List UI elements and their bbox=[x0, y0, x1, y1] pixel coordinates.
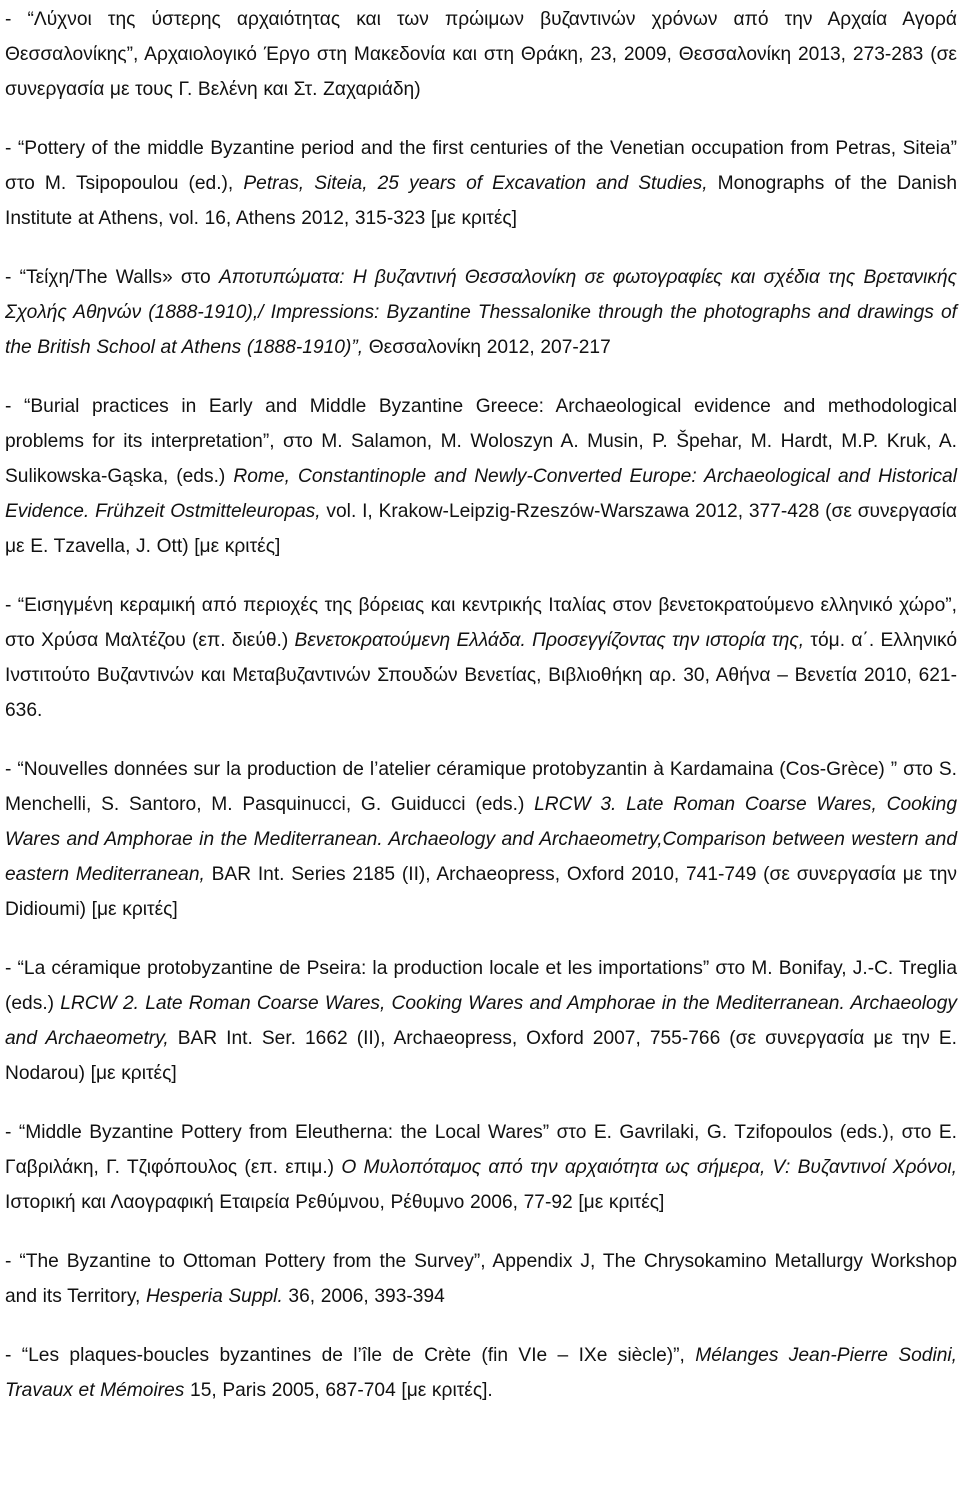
entry-text: - “Nouvelles données sur la production de l’atelier céramique protobyzantin à Kardamaina (Cos-Grèce) ” στο S. Menchelli, S. Santoro, M. Pasquinucci, G. Guiducci (eds.) bbox=[5, 759, 957, 815]
bibliography-entry bbox=[5, 260, 957, 365]
entry-text: 36, 2006, 393-394 bbox=[282, 1286, 445, 1307]
entry-text: - “Les plaques-boucles byzantines de l’île de Crète (fin VIe – IXe siècle)”, bbox=[5, 1345, 696, 1366]
entry-text: - “Τείχη/The Walls» στο bbox=[5, 267, 219, 288]
entry-text: BAR Int. Ser. 1662 (II), Archaeopress, Oxford 2007, 755-766 (σε συνεργασία με την E. Nodarou) [με κριτές] bbox=[5, 1028, 957, 1084]
entry-italic-text: LRCW 3. Late Roman Coarse Wares, Cooking Wares and Amphorae in the Mediterranean. Archaeology and Archaeometry,Comparison between western and eastern Mediterranean, bbox=[5, 794, 957, 885]
bibliography-entry bbox=[5, 2, 957, 107]
entry-text: 15, Paris 2005, 687-704 [με κριτές]. bbox=[184, 1380, 493, 1401]
entry-italic-text: Hesperia Suppl. bbox=[145, 1286, 283, 1307]
bibliography-entry bbox=[5, 1338, 957, 1408]
entry-text: Ιστορική και Λαογραφική Εταιρεία Ρεθύμνου, Ρέθυμνο 2006, 77-92 [με κριτές] bbox=[5, 1192, 665, 1213]
entry-text: - “Middle Byzantine Pottery from Eleutherna: the Local Wares” στο E. Gavrilaki, G. Tzifopoulos (eds.), στο Ε. Γαβριλάκη, Γ. Τζιφόπουλος (επ. επιμ.) bbox=[5, 1122, 957, 1178]
entry-text: Θεσσαλονίκη 2012, 207-217 bbox=[363, 337, 611, 358]
bibliography-entry bbox=[5, 1244, 957, 1314]
bibliography-page bbox=[5, 0, 957, 1432]
entry-italic-text: Rome, Constantinople and Newly-Converted Europe: Archaeological and Historical Evidence. Frühzeit Ostmitteleuropas, bbox=[5, 466, 957, 522]
entry-italic-text: Petras, Siteia, 25 years of Excavation and Studies, bbox=[243, 173, 708, 194]
entry-text: τόμ. α΄. Ελληνικό Ινστιτούτο Βυζαντινών και Μεταβυζαντινών Σπουδών Βενετίας, Βιβλιοθήκη αρ. 30, Αθήνα – Βενετία 2010, 621-636. bbox=[5, 630, 958, 721]
entry-text: - “The Byzantine to Ottoman Pottery from the Survey”, Appendix J, The Chrysokamino Metallurgy Workshop and its Territory, bbox=[5, 1251, 957, 1307]
entry-text: - “Εισηγμένη κεραμική από περιοχές της βόρειας και κεντρικής Ιταλίας στον βενετοκρατούμενο ελληνικό χώρο”, στο Χρύσα Μαλτέζου (επ. διεύθ.) bbox=[5, 595, 957, 651]
entry-text: - “Λύχνοι της ύστερης αρχαιότητας και των πρώιμων βυζαντινών χρόνων από την Αρχαία Αγορά Θεσσαλονίκης”, Αρχαιολογικό Έργο στη Μακεδονία και στη Θράκη, 23, 2009, Θεσσαλονίκη 2013, 273-283 (σε συνεργασία με τους Γ. Βελένη και Στ. Ζαχαριάδη) bbox=[5, 9, 957, 100]
entry-text: Monographs of the Danish Institute at Athens, vol. 16, Athens 2012, 315-323 [με κριτές] bbox=[5, 173, 957, 229]
bibliography-entry bbox=[5, 131, 957, 236]
entry-text: ” στο M. Bonifay, J.-C. Treglia (eds.) bbox=[5, 958, 957, 1014]
bibliography-entry bbox=[5, 389, 957, 564]
bibliography-entry bbox=[5, 588, 957, 728]
entry-italic-text: Βενετοκρατούμενη Ελλάδα. Προσεγγίζοντας την ιστορία της, bbox=[294, 630, 805, 651]
entry-text: La céramique protobyzantine de Pseira: la production locale et les importations bbox=[23, 958, 703, 979]
entry-italic-text: Mélanges Jean-Pierre Sodini, Travaux et Mémoires bbox=[5, 1345, 957, 1401]
bibliography-entry bbox=[5, 1115, 957, 1220]
entry-italic-text: LRCW 2. Late Roman Coarse Wares, Cooking Wares and Amphorae in the Mediterranean. Archaeology and Archaeometry, bbox=[5, 993, 957, 1049]
entry-text: - “Burial practices in Early and Middle Byzantine Greece: Archaeological evidence and methodological problems for its interpretation”, στο M. Salamon, M. Woloszyn A. Musin, P. Špehar, M. Hardt, M.P. Kruk, A. Sulikowska-Gąska, (eds.) bbox=[5, 396, 957, 487]
bibliography-entry bbox=[5, 752, 957, 927]
entry-text: - “ bbox=[5, 958, 24, 979]
entry-italic-text: Ο Μυλοπόταμος από την αρχαιότητα ως σήμερα, V: Βυζαντινοί Χρόνοι, bbox=[341, 1157, 957, 1178]
entry-text: vol. I, Krakow-Leipzig-Rzeszów-Warszawa 2012, 377-428 (σε συνεργασία με E. Tzavella, J. Ott) [με κριτές] bbox=[5, 501, 958, 557]
entry-text: BAR Int. Series 2185 (II), Archaeopress, Oxford 2010, 741-749 (σε συνεργασία με την Didioumi) [με κριτές] bbox=[5, 864, 957, 920]
entry-italic-text: Αποτυπώματα: Η βυζαντινή Θεσσαλονίκη σε φωτογραφίες και σχέδια της Βρετανικής Σχολής Αθηνών (1888-1910),/ Impressions: Byzantine Thessalonike through the photographs and drawings of the British School at Athens (1888-1910)”, bbox=[5, 267, 957, 358]
entry-text: - “Pottery of the middle Byzantine period and the first centuries of the Venetian occupation from Petras, Siteia” στο M. Tsipopoulou (ed.), bbox=[5, 138, 957, 194]
bibliography-entry bbox=[5, 951, 957, 1091]
